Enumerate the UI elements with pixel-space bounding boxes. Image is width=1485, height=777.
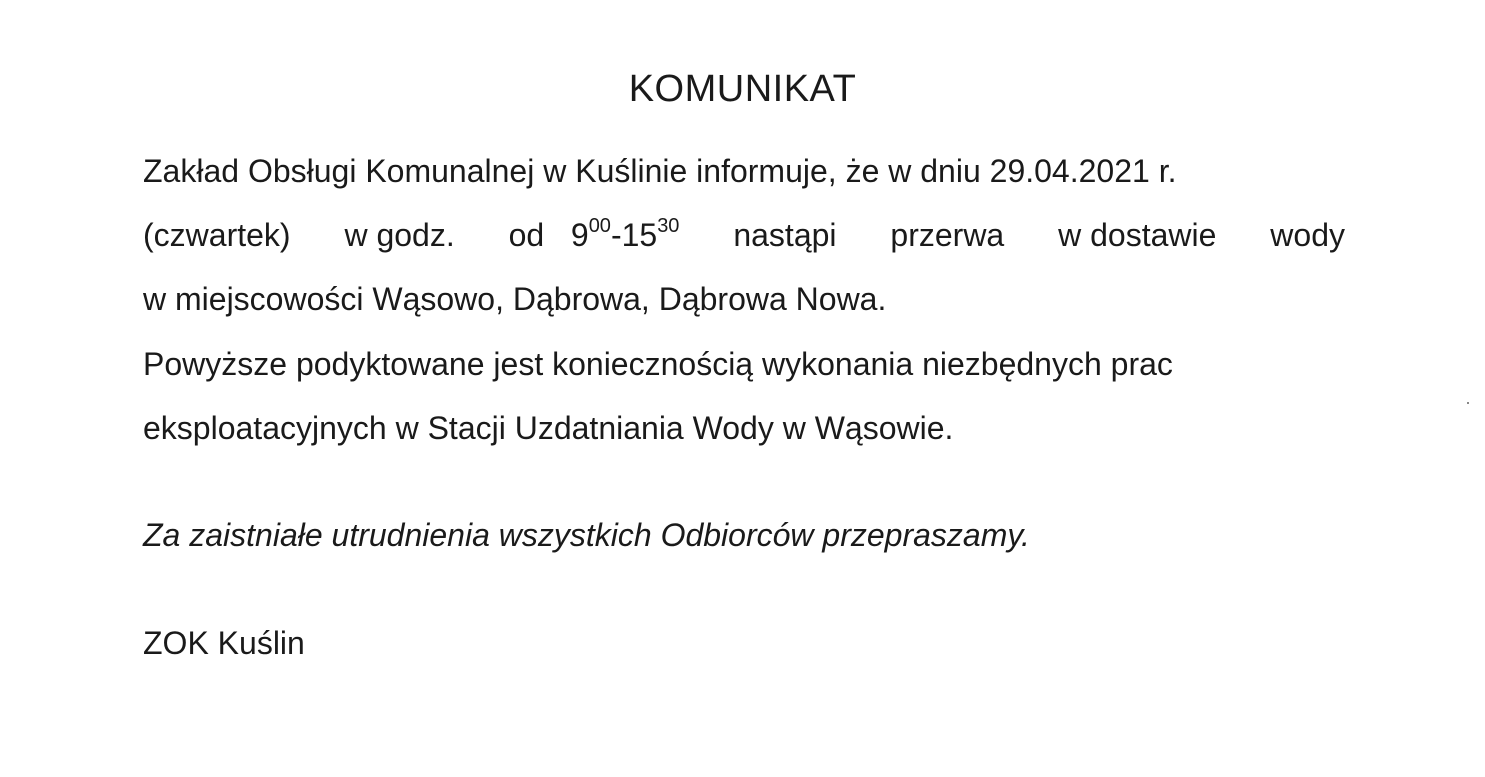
from-label: od — [508, 217, 545, 253]
end-hour: 15 — [621, 217, 658, 253]
time-dash: - — [610, 217, 622, 253]
hours-label: w godz. — [344, 217, 455, 253]
notice-line-3: w miejscowości Wąsowo, Dąbrowa, Dąbrowa Nowa. — [143, 281, 887, 317]
notice-line-2 — [143, 217, 1345, 254]
przerwa-word: przerwa — [890, 217, 1005, 253]
w-dostawie-words: w dostawie — [1058, 217, 1217, 253]
end-minutes: 30 — [657, 215, 680, 237]
notice-line-4: Powyższe podyktowane jest koniecznością wykonania niezbędnych prac — [143, 346, 1173, 382]
scan-speck — [1467, 402, 1469, 404]
notice-line-1: Zakład Obsługi Komunalnej w Kuślinie informuje, że w dniu 29.04.2021 r. — [143, 153, 1177, 189]
weekday-text: (czwartek) — [143, 217, 291, 253]
notice-line-5: eksploatacyjnych w Stacji Uzdatniania Wody w Wąsowie. — [143, 410, 954, 446]
start-minutes: 00 — [588, 215, 611, 237]
nastapi-word: nastąpi — [733, 217, 837, 253]
signature: ZOK Kuślin — [143, 625, 305, 661]
time-range — [509, 217, 680, 254]
notice-title: KOMUNIKAT — [628, 68, 857, 110]
wody-word: wody — [1270, 217, 1345, 253]
start-hour: 9 — [570, 217, 589, 253]
apology-text: Za zaistniałe utrudnienia wszystkich Odbiorców przepraszamy. — [143, 517, 1030, 553]
